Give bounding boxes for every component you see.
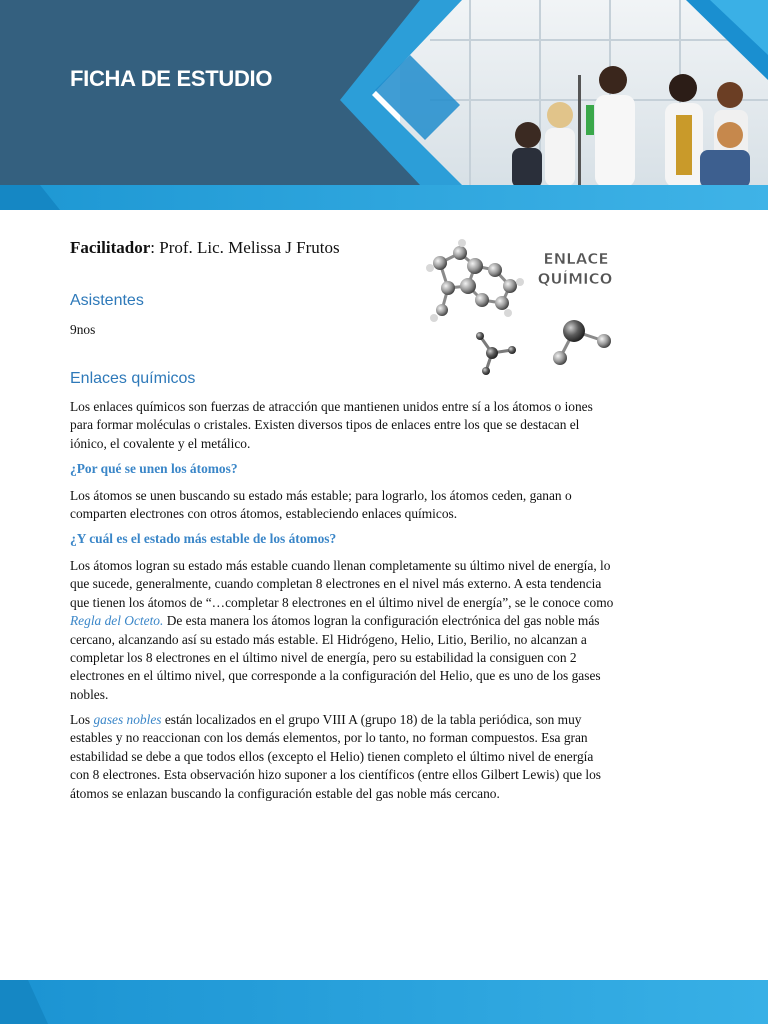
enlace-quimico-figure <box>420 238 630 380</box>
intro-paragraph <box>70 398 710 453</box>
asistentes-heading: Asistentes <box>70 292 144 309</box>
answer-stable-state <box>70 557 710 704</box>
answer-line: electrones en el último nivel, que corresponde a la configuración del Helio, que es uno de los gases <box>70 668 601 684</box>
question-why-bond: ¿Por qué se unen los átomos? <box>70 461 238 476</box>
intro-line: iónico, el covalente y el metálico. <box>70 435 251 451</box>
answer-line: cercano, alcanzando así su estado más estable. El Hidrógeno, Helio, Litio, Berilio, no alcanzan a <box>70 631 587 647</box>
answer-line: Los átomos logran su estado más estable cuando llenan completamente su último nivel de energía, lo <box>70 558 611 573</box>
answer-line <box>70 612 710 630</box>
answer-line: que sucede, generalmente, cuando completan 8 electrones en el nivel más externo. A esta tendencia <box>70 576 602 592</box>
intro-line: para formar moléculas o cristales. Existen diversos tipos de enlaces entre los que se destacan el <box>70 417 580 433</box>
paragraph-prefix: Los <box>70 712 94 727</box>
paragraph-line: estabilidad se debe a que todos ellos (excepto el Helio) tienen completo el último nivel de energía <box>70 748 594 764</box>
paragraph-line: con 8 electrones. Esta observación hizo suponer a los científicos (entre ellos Gilbert Lewis) que los <box>70 767 601 783</box>
asistentes-value: 9nos <box>70 322 96 337</box>
figure-label-line1: ENLACE <box>543 250 609 268</box>
enlaces-heading: Enlaces químicos <box>70 370 196 387</box>
question-stable-state: ¿Y cuál es el estado más estable de los átomos? <box>70 531 337 546</box>
regla-octeto-link[interactable]: Regla del Octeto. <box>70 613 164 629</box>
facilitator-value: : Prof. Lic. Melissa J Frutos <box>150 238 340 257</box>
header-banner <box>0 0 768 210</box>
answer-why-bond <box>70 487 710 524</box>
answer-line: nobles. <box>70 686 109 702</box>
molecule-icon <box>420 238 630 380</box>
paragraph-line: átomos se enlazan buscando la configuración estable del gas noble más cercano. <box>70 785 500 801</box>
footer-bar <box>0 980 768 1024</box>
header-background <box>0 0 768 210</box>
facilitator-label: Facilitador <box>70 238 151 257</box>
answer-line: comparten electrones con otros átomos, estableciendo enlaces químicos. <box>70 506 458 522</box>
facilitator-line <box>70 238 340 258</box>
noble-gases-paragraph <box>70 711 710 803</box>
intro-line: Los enlaces químicos son fuerzas de atracción que mantienen unidos entre sí a los átomos o iones <box>70 399 593 414</box>
paragraph-line <box>70 711 710 729</box>
answer-line: Los átomos se unen buscando su estado más estable; para lograrlo, los átomos ceden, ganan o <box>70 488 572 503</box>
page-title: FICHA DE ESTUDIO <box>70 66 273 91</box>
answer-line: completar los 8 electrones en el último nivel de energía, pero su estabilidad la consiguen con 2 <box>70 650 577 666</box>
paragraph-line-rest: están localizados en el grupo VIII A (grupo 18) de la tabla periódica, son muy <box>161 712 582 727</box>
gases-nobles-link[interactable]: gases nobles <box>93 712 162 727</box>
figure-label-line2: QUÍMICO <box>537 270 613 288</box>
answer-line: que tienen los átomos de “…completar 8 electrones en el último nivel de energía”, se le conoce como <box>70 594 614 610</box>
answer-line-rest: De esta manera los átomos logran la configuración electrónica del gas noble más <box>163 613 600 629</box>
paragraph-line: estables y no reaccionan con los demás elementos, por lo tanto, no forman compuestos. Esa gran <box>70 730 588 746</box>
